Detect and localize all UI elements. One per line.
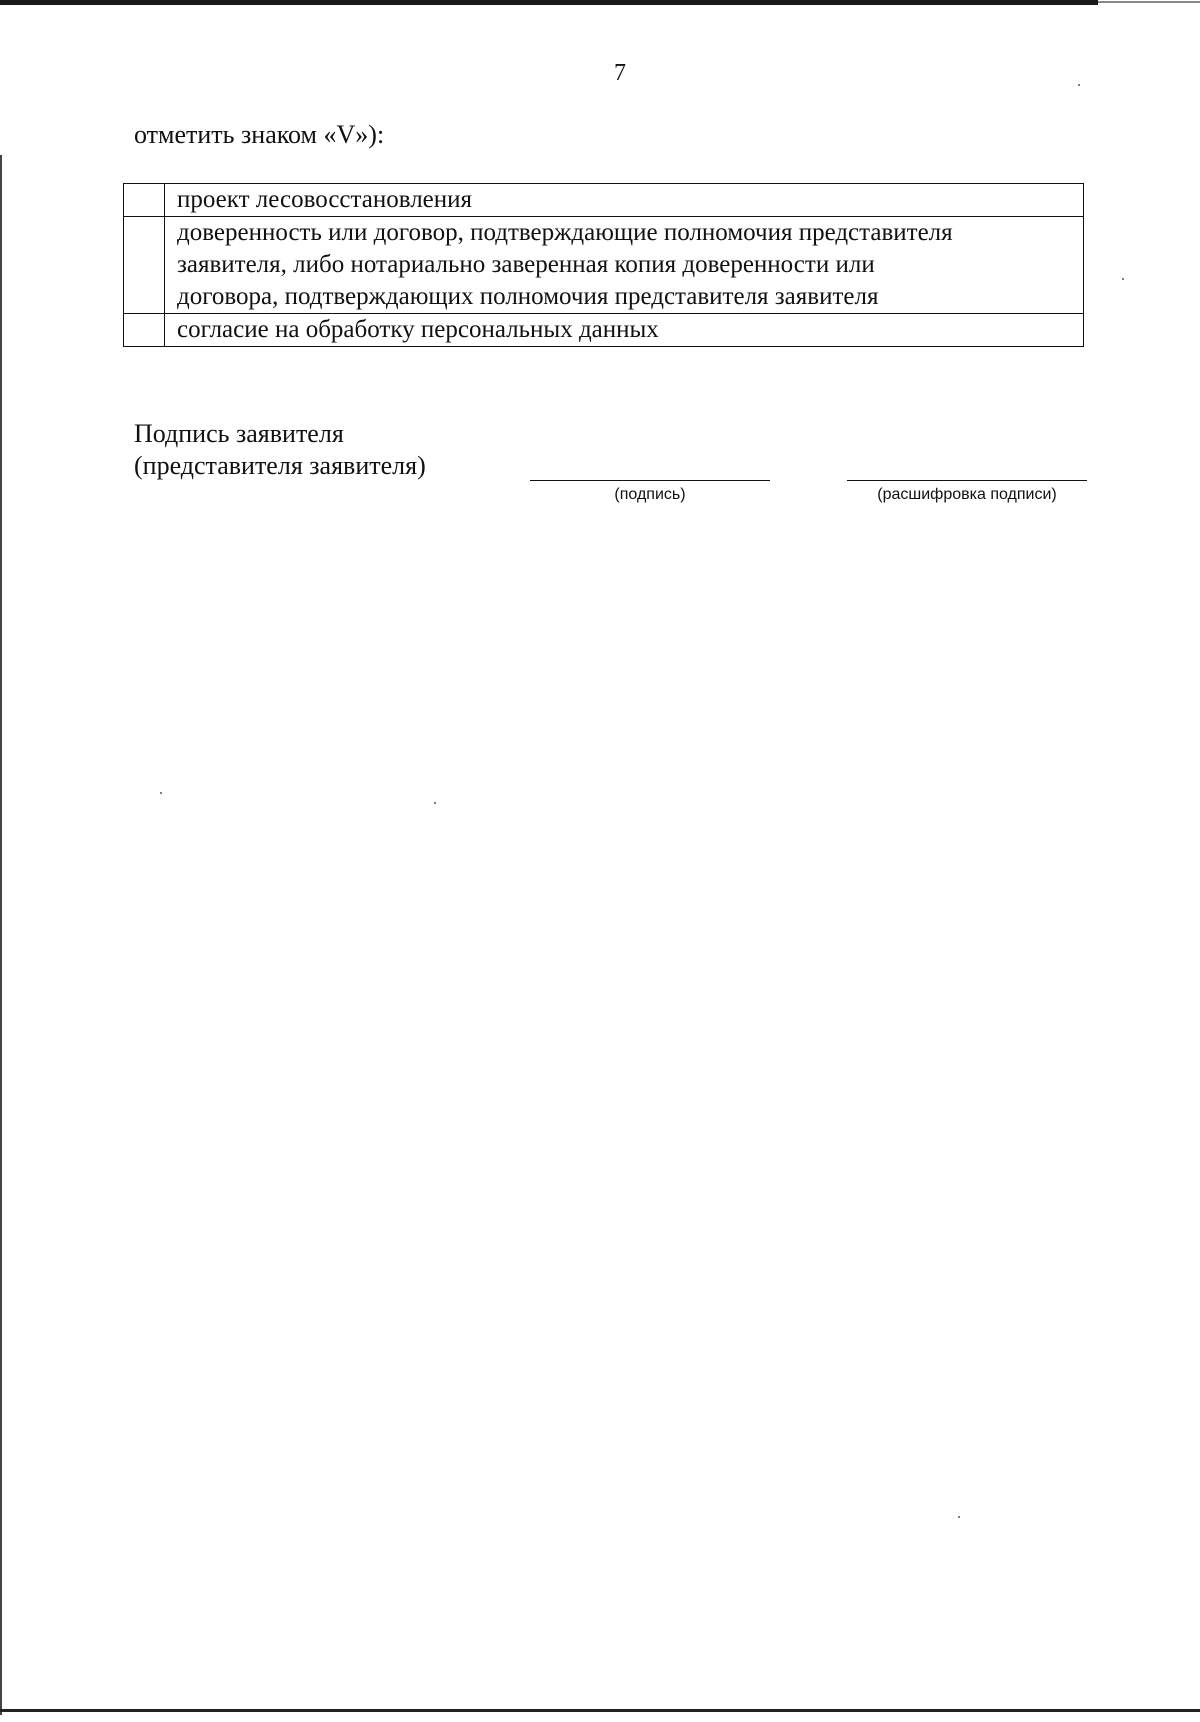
document-text-cell (165, 184, 1084, 217)
document-line: заявителя, либо нотариально заверенная копия доверенности или (177, 251, 875, 278)
signature-label (134, 418, 426, 482)
document-line: согласие на обработку персональных данных (177, 316, 659, 343)
checkbox-cell[interactable] (124, 217, 165, 314)
page-number: 7 (614, 60, 626, 86)
document-line: проект лесовосстановления (177, 186, 473, 213)
scan-border-top (0, 0, 1098, 5)
intro-text: отметить знаком «V»): (134, 120, 385, 149)
table-row (124, 217, 1084, 314)
checkbox-cell[interactable] (124, 314, 165, 347)
signature-decoding-line[interactable] (847, 480, 1087, 481)
table-row (124, 314, 1084, 347)
document-text-cell (165, 217, 1084, 314)
signature-label-line: Подпись заявителя (134, 419, 344, 448)
scan-border-top-tail (1098, 1, 1200, 3)
document-line: договора, подтверждающих полномочия представителя заявителя (177, 283, 879, 310)
signature-caption: (подпись) (614, 486, 686, 503)
documents-table (123, 183, 1084, 347)
signature-label-line: (представителя заявителя) (134, 451, 426, 480)
scan-border-bottom (0, 1709, 1200, 1712)
document-line: доверенность или договор, подтверждающие полномочия представителя (177, 219, 953, 246)
table-row (124, 184, 1084, 217)
scan-speck (958, 1516, 960, 1518)
scan-speck (434, 802, 436, 804)
document-text-cell (165, 314, 1084, 347)
signature-line[interactable] (530, 480, 770, 481)
checkbox-cell[interactable] (124, 184, 165, 217)
scan-speck (1122, 278, 1124, 280)
signature-decoding-caption: (расшифровка подписи) (877, 486, 1057, 503)
scan-border-left (0, 155, 2, 1715)
scan-speck (160, 792, 162, 794)
